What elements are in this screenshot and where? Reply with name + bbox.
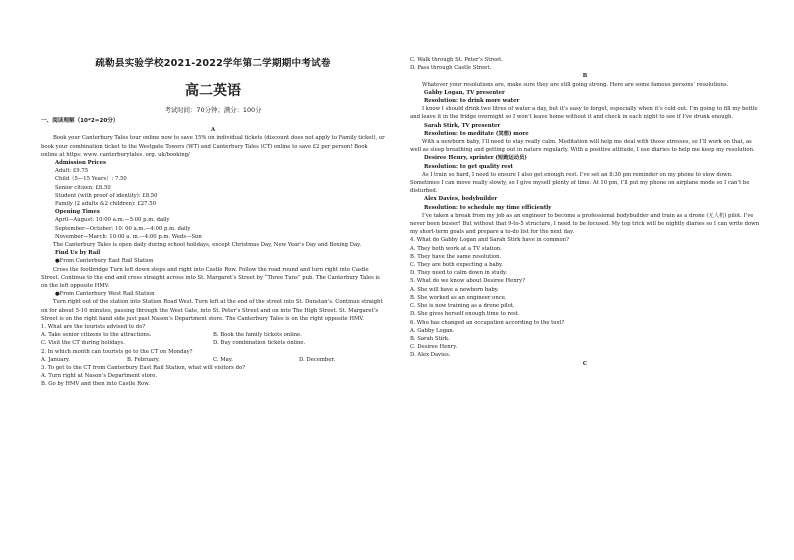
time-item: September—October: 10: 00 a.m.—4:00 p.m. daily bbox=[55, 225, 191, 232]
option[interactable]: B. Book the family tickets online. bbox=[213, 332, 302, 339]
option[interactable]: B. Go by HMV and then into Castle Row. bbox=[41, 381, 150, 388]
person-name: Gabby Logan, TV presenter bbox=[424, 89, 505, 96]
exam-title: 疏勒县实验学校2021-2022学年第二学期期中考试卷 bbox=[95, 58, 331, 69]
passage-b-letter: B bbox=[582, 73, 588, 80]
option[interactable]: A. She will have a newborn baby. bbox=[410, 286, 499, 293]
option-row bbox=[41, 339, 385, 347]
option-row bbox=[41, 356, 385, 364]
option[interactable]: D. She gives herself enough time to rest. bbox=[410, 311, 520, 318]
subject-title: 高二英语 bbox=[185, 82, 241, 99]
question-1 bbox=[41, 323, 385, 348]
question-2 bbox=[41, 348, 385, 364]
question-6 bbox=[410, 319, 760, 360]
price-item: Senior citizen: £8.50 bbox=[55, 184, 111, 191]
person-text: I know I should drink two litres of water a day, but it’s easy to forget, especially when it’s cold out. I’m going to fill my bottle and leave it in the fridge overnight so I won’t leave home without it and check in each night to see if I’ve drunk enough. bbox=[410, 106, 758, 121]
passage-c-letter: C bbox=[582, 360, 588, 367]
option[interactable]: D. Alex Davies. bbox=[410, 352, 451, 359]
person-name: Desiree Henry, sprinter (短跑运动员) bbox=[424, 155, 527, 162]
east-station-heading: ●From Canterbury East Rail Station bbox=[55, 258, 154, 265]
question-stem: 3. To get to the CT from Canterbury East Rail Station, what will visitors do? bbox=[41, 365, 246, 372]
option[interactable]: D. Pass through Castle Street. bbox=[410, 65, 492, 72]
west-station-text: Turn right out of the station into Station Road West. Turn left at the end of the street into St. Dunstan’s. Continue straight on for about 5-10 minutes, passing through the West Gate, into St. Peter’s Street and on into The High Street. St. Margaret’s Street is on the right hand side just past Nason’s Department store. The Canterbury Tales is on the right opposite HMV. bbox=[41, 299, 383, 322]
option[interactable]: C. May. bbox=[213, 356, 233, 363]
prices-list bbox=[41, 167, 385, 208]
rail-heading: Find Us by Rail bbox=[55, 250, 101, 257]
person-resolution: Resolution: to get quality rest bbox=[424, 163, 513, 170]
passage-a-letter: A bbox=[210, 127, 216, 134]
person-name: Alex Davies, bodybuilder bbox=[424, 196, 498, 203]
option[interactable]: D. They need to calm down in study. bbox=[410, 270, 508, 277]
option[interactable]: A. They both work at a TV station. bbox=[410, 245, 502, 252]
option[interactable]: C. Walk through St. Peter’s Street. bbox=[410, 57, 503, 63]
person-resolution: Resolution: to meditate (冥想) more bbox=[424, 130, 529, 137]
time-item: November—March: 10:00 a. m.—4:00 p.m. Weds—Sun bbox=[55, 233, 202, 240]
section-heading: 一、阅读理解（10*2=20分） bbox=[41, 118, 119, 125]
time-item: April—August: 10:00 a.m.—5:00 p.m. daily bbox=[55, 217, 170, 224]
option[interactable]: C. They are both expecting a baby. bbox=[410, 262, 503, 269]
option[interactable]: C. She is now training as a drone pilot. bbox=[410, 303, 515, 310]
question-stem: 2. In which month can tourists go to the CT on Monday? bbox=[41, 348, 193, 355]
price-item: Student (with proof of identity): £8.50 bbox=[55, 192, 158, 199]
option[interactable]: A. Take senior citizens to the attractions. bbox=[41, 332, 152, 339]
option[interactable]: B. She worked as an engineer once. bbox=[410, 294, 507, 301]
question-4 bbox=[410, 236, 760, 277]
option[interactable]: A. Gabby Logan. bbox=[410, 327, 455, 334]
option-row bbox=[41, 331, 385, 339]
person-text: With a newborn baby, I’ll need to stay really calm. Meditation will help me deal with those stresses, so I’ll work on that, as well as sleep breathing and getting out in nature regularly. With a positive attitude, I use diaries to help me keep my resolution. bbox=[410, 139, 755, 154]
west-station-heading: ●From Canterbury West Rail Station bbox=[55, 291, 155, 298]
price-item: Adult: £9.75 bbox=[55, 168, 89, 175]
question-stem: 5. What do we know about Desiree Henry? bbox=[410, 278, 525, 285]
open-note: The Canterbury Tales is open daily during school holidays, except Christmas Day, New Year’s Day and Boxing Day. bbox=[53, 241, 362, 248]
person-resolution: Resolution: to drink more water bbox=[424, 98, 520, 105]
price-item: Family (2 adults &2 children): £27.50 bbox=[55, 200, 156, 207]
prices-heading: Admission Prices bbox=[55, 159, 106, 166]
left-column bbox=[41, 0, 385, 389]
person-text: As I train so hard, I need to ensure I also get enough rest. I’ve set an 8:30 pm reminder on my phone to slow down. Sometimes I can move really slowly, so I give myself plenty of time. At 10 pm, I’ll put my phone on airplane mode so I can’t be disturbed. bbox=[410, 171, 750, 195]
option[interactable]: B. February. bbox=[127, 356, 160, 363]
passage-b-intro: Whatever your resolutions are, make sure they are still going strong. Here are some famous persons’ resolutions. bbox=[422, 81, 729, 88]
passage-a-intro: Book your Canterbury Tales tour online now to save 15% on individual tickets (discount does not apply to Family ticket), or book your combination ticket to the Westgate Towers (WT) and Canterbury Tales (CT) online to save £2 per person! Book online at https: www. canterburytales. org. uk/booking/ bbox=[41, 135, 385, 158]
right-column bbox=[410, 56, 760, 368]
question-stem: 4. What do Gabby Logan and Sarah Stirk have in common? bbox=[410, 237, 569, 244]
question-stem: 6. Who has changed an occupation according to the text? bbox=[410, 319, 565, 326]
option[interactable]: A. Turn right at Nason’s Department store. bbox=[41, 373, 158, 380]
option[interactable]: C. Desiree Henry. bbox=[410, 344, 458, 351]
question-3 bbox=[41, 364, 385, 389]
price-item: Child（5—15 Years）: 7.50 bbox=[55, 176, 127, 183]
question-5 bbox=[410, 277, 760, 318]
person-name: Sarah Stirk, TV presenter bbox=[424, 122, 501, 129]
option[interactable]: D. Buy combination tickets online. bbox=[213, 340, 306, 347]
person-resolution: Resolution: to schedule my time efficiently bbox=[424, 204, 552, 211]
exam-info: 考试时间：70分钟；满分：100分 bbox=[164, 105, 262, 114]
option[interactable]: B. They have the same resolution. bbox=[410, 253, 502, 260]
east-station-text: Cross the footbridge Turn left down steps and right into Castle Row. Follow the road round and turn right into Castle Street. Continue to the end and cross straight across into St. Margaret’s Street by “Three Tuns” pub. The Canterbury Tales is on the left opposite HMV. bbox=[41, 266, 380, 289]
option[interactable]: A. January. bbox=[41, 356, 70, 363]
times-heading: Opening Times bbox=[55, 209, 100, 216]
option[interactable]: D. December. bbox=[299, 356, 336, 363]
question-stem: 1. What are the tourists advised to do? bbox=[41, 324, 146, 330]
option[interactable]: C. Visit the CT during holidays. bbox=[41, 340, 125, 347]
person-text: I’ve taken a break from my job as an engineer to become a professional bodybuilder and train as a drone (无人机) pilot. I’ve never been busier! But without that 9-to-5 structure, I need to be focused. My top trick will be nightly diaries so I can write down my short-term goals and prepare a to-do list for the next day. bbox=[410, 212, 760, 236]
option[interactable]: B. Sarah Stirk. bbox=[410, 335, 450, 342]
